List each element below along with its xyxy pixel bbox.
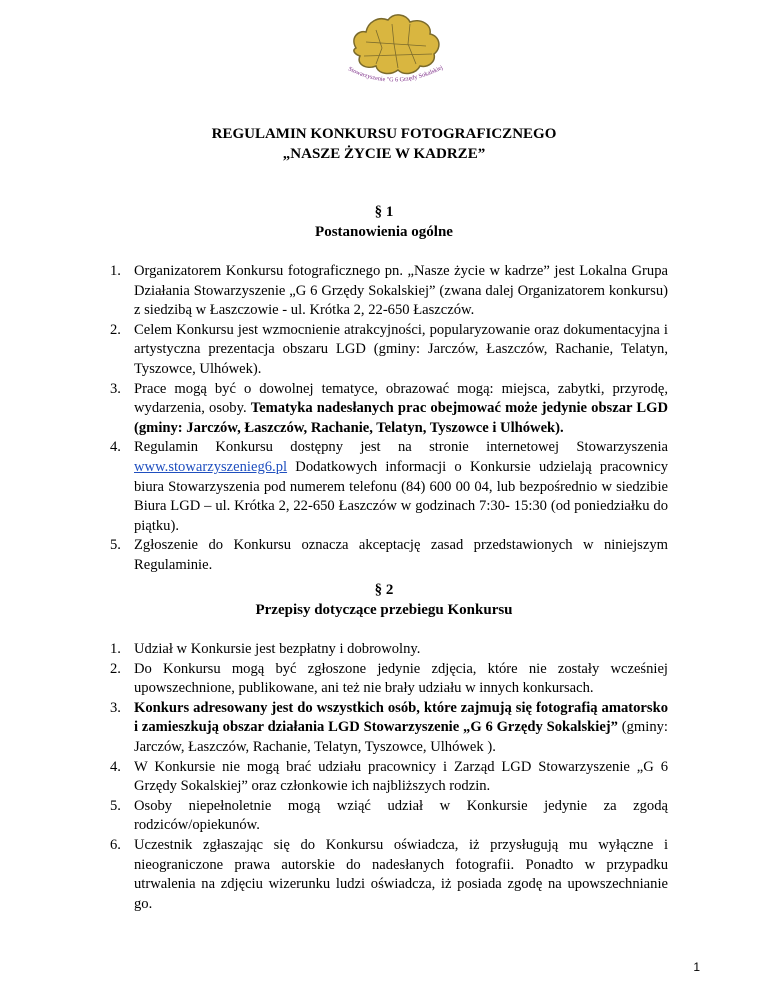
section-1-symbol: § 1	[374, 204, 394, 220]
list-item: 1. Udział w Konkursie jest bezpłatny i dobrowolny.	[110, 641, 421, 657]
website-link[interactable]: www.stowarzyszenieg6.pl	[134, 458, 288, 475]
list-item: 6. Uczestnik zgłaszając się do Konkursu oświadcza, iż przysługują mu wyłączne i nieograniczone prawa autorskie do nadesłanych fotografii. Ponadto w przypadku utrwalenia na zdjęciu wizerunku ludzi oświadcza, iż posiada zgodę na upowszechnianie go.	[110, 836, 668, 912]
logo-map-icon	[336, 8, 454, 86]
list-item: 2. Celem Konkursu jest wzmocnienie atrakcyjności, popularyzowanie oraz dokumentacyjna i artystyczna prezentacja obszaru LGD (gminy: Jarczów, Łaszczów, Rachanie, Telatyn, Tyszowce, Ulhówek).	[110, 321, 668, 377]
list-item: 2. Do Konkursu mogą być zgłoszone jedynie zdjęcia, które nie zostały wcześniej upowszechnione, publikowane, ani też nie brały udziału w innych konkursach.	[110, 660, 668, 697]
list-item: 3. Prace mogą być o dowolnej tematyce, obrazować mogą: miejsca, zabytki, przyrodę, wydarzenia, osoby. Tematyka nadesłanych prac obejmować może jedynie obszar LGD (gminy: Jarczów, Łaszczów, Rachanie, Telatyn, Tyszowce i Ulhówek).	[110, 380, 668, 436]
organization-logo	[336, 8, 454, 86]
document-title-line-1: REGULAMIN KONKURSU FOTOGRAFICZNEGO	[211, 126, 557, 142]
section-2-symbol: § 2	[374, 582, 394, 598]
list-item: 5. Osoby niepełnoletnie mogą wziąć udział w Konkursie jedynie za zgodą rodziców/opiekunów.	[110, 797, 668, 834]
logo-caption: Stowarzyszenie "G 6 Grzędy Sokalskiej	[347, 63, 445, 84]
page-number: 1	[693, 960, 700, 974]
section-2-list	[110, 640, 668, 914]
list-item: 3. Konkurs adresowany jest do wszystkich osób, które zajmują się fotografią amatorsko i zamieszkują obszar działania LGD Stowarzyszenie „G 6 Grzędy Sokalskiej” (gminy: Jarczów, Łaszczów, Rachanie, Telatyn, Tyszowce, Ulhówek ).	[110, 699, 668, 755]
list-item: 4. W Konkursie nie mogą brać udziału pracownicy i Zarząd LGD Stowarzyszenie „G 6 Grzędy Sokalskiej” oraz członkowie ich najbliższych rodzin.	[110, 758, 668, 795]
list-item: 5. Zgłoszenie do Konkursu oznacza akceptację zasad przedstawionych w niniejszym Regulaminie.	[110, 537, 668, 573]
document-title-line-2: „NASZE ŻYCIE W KADRZE”	[282, 146, 486, 162]
section-1-list	[110, 262, 668, 576]
section-1-heading: Postanowienia ogólne	[315, 224, 453, 240]
section-2-heading: Przepisy dotyczące przebiegu Konkursu	[255, 602, 513, 618]
list-item: 4. Regulamin Konkursu dostępny jest na stronie internetowej Stowarzyszenia www.stowarzyszenieg6.pl Dodatkowych informacji o Konkursie udzielają pracownicy biura Stowarzyszenia pod numerem telefonu (84) 600 00 04, lub bezpośrednio w siedzibie Biura LGD – ul. Krótka 2, 22-650 Łaszczów w godzinach 7:30- 15:30 (od poniedziałku do piątku).	[110, 439, 668, 534]
list-item: 1. Organizatorem Konkursu fotograficznego pn. „Nasze życie w kadrze” jest Lokalna Grupa Działania Stowarzyszenie „G 6 Grzędy Sokalskiej” (zwana dalej Organizatorem konkursu) z siedzibą w Łaszczowie - ul. Krótka 2, 22-650 Łaszczów.	[110, 263, 668, 319]
